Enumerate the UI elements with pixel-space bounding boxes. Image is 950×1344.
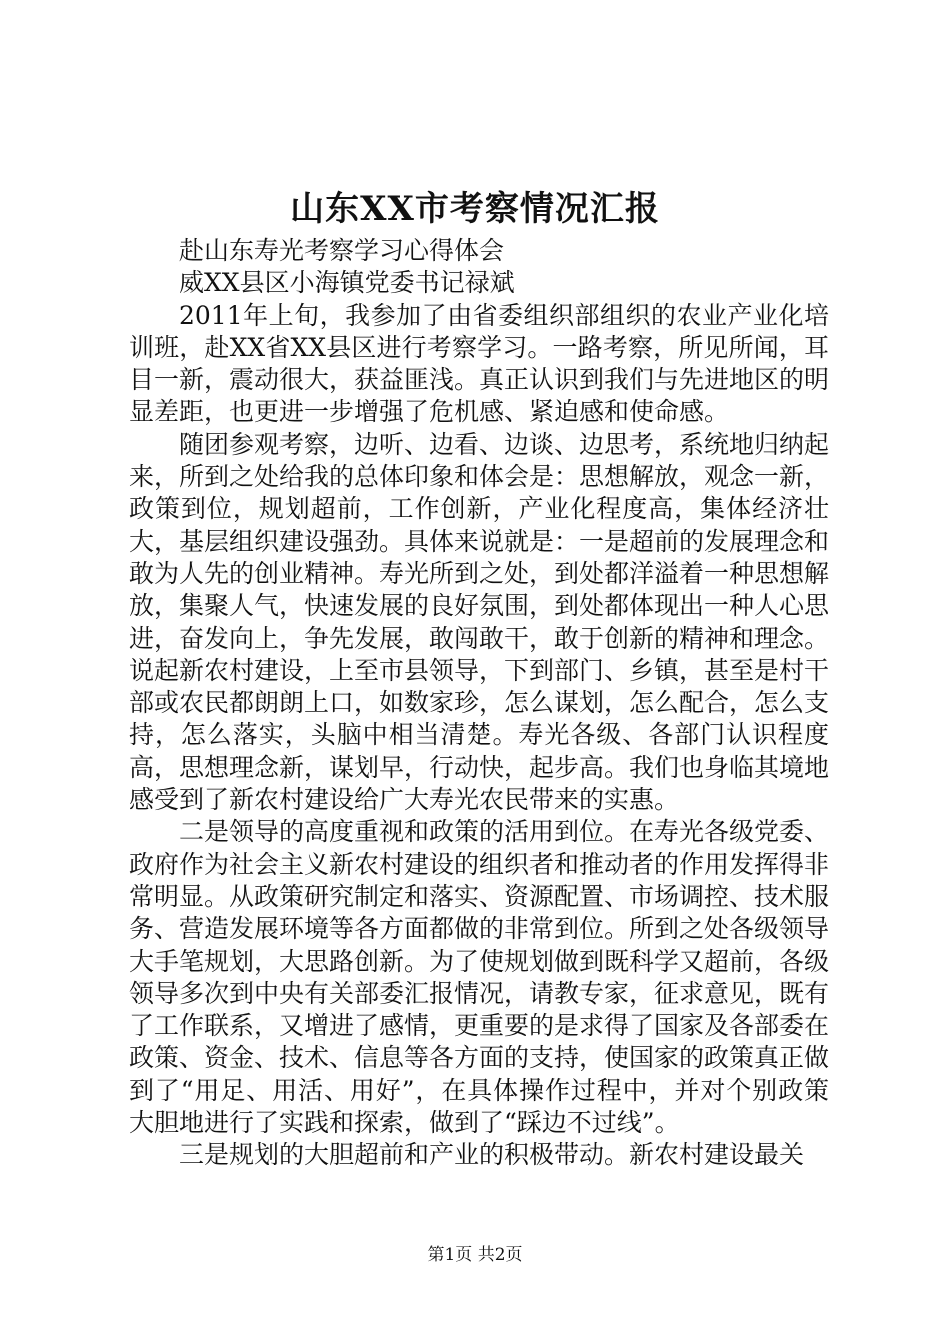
page-number-footer: 第1页 共2页 — [427, 1245, 523, 1265]
paragraph: 二是领导的高度重视和政策的活用到位。在寿光各级党委、政府作为社会主义新农村建设的组织者和推动者的作用发挥得非常明显。从政策研究制定和落实、资源配置、市场调控、技术服务、营造发展环境等各方面都做的非常到位。所到之处各级领导大手笔规划，大思路创新。为了使规划做到既科学又超前，各级领导多次到中央有关部委汇报情况，请教专家，征求意见，既有了工作联系，又增进了感情，更重要的是求得了国家及各部委在政策、资金、技术、信息等各方面的支持，使国家的政策真正做到了“用足、用活、用好”，在具体操作过程中，并对个别政策大胆地进行了实践和探索，做到了“踩边不过线”。 — [129, 817, 830, 1138]
document-subtitle: 赴山东寿光考察学习心得体会 — [179, 236, 505, 265]
document-body — [129, 235, 829, 1172]
paragraph: 随团参观考察，边听、边看、边谈、边思考，系统地归纳起来，所到之处给我的总体印象和体会是：思想解放，观念一新，政策到位，规划超前，工作创新，产业化程度高，集体经济壮大，基层组织建设强劲。具体来说就是：一是超前的发展理念和敢为人先的创业精神。寿光所到之处，到处都洋溢着一种思想解放，集聚人气，快速发展的良好氛围，到处都体现出一种人心思进，奋发向上，争先发展，敢闯敢干，敢于创新的精神和理念。说起新农村建设，上至市县领导，下到部门、乡镇，甚至是村干部或农民都朗朗上口，如数家珍，怎么谋划，怎么配合，怎么支持，怎么落实，头脑中相当清楚。寿光各级、各部门认识程度高，思想理念新，谋划早，行动快，起步高。我们也身临其境地感受到了新农村建设给广大寿光农民带来的实惠。 — [129, 429, 830, 815]
author-line: 威XX县区小海镇党委书记禄斌 — [179, 268, 515, 298]
paragraph: 三是规划的大胆超前和产业的积极带动。新农村建设最关 — [179, 1140, 805, 1170]
document-title: 山东XX市考察情况汇报 — [290, 189, 660, 229]
paragraph: 2011年上旬，我参加了由省委组织部组织的农业产业化培训班，赴XX省XX县区进行考察学习。一路考察，所见所闻，耳目一新，震动很大，获益匪浅。真正认识到我们与先进地区的明显差距，也更进一步增强了危机感、紧迫感和使命感。 — [129, 300, 830, 427]
